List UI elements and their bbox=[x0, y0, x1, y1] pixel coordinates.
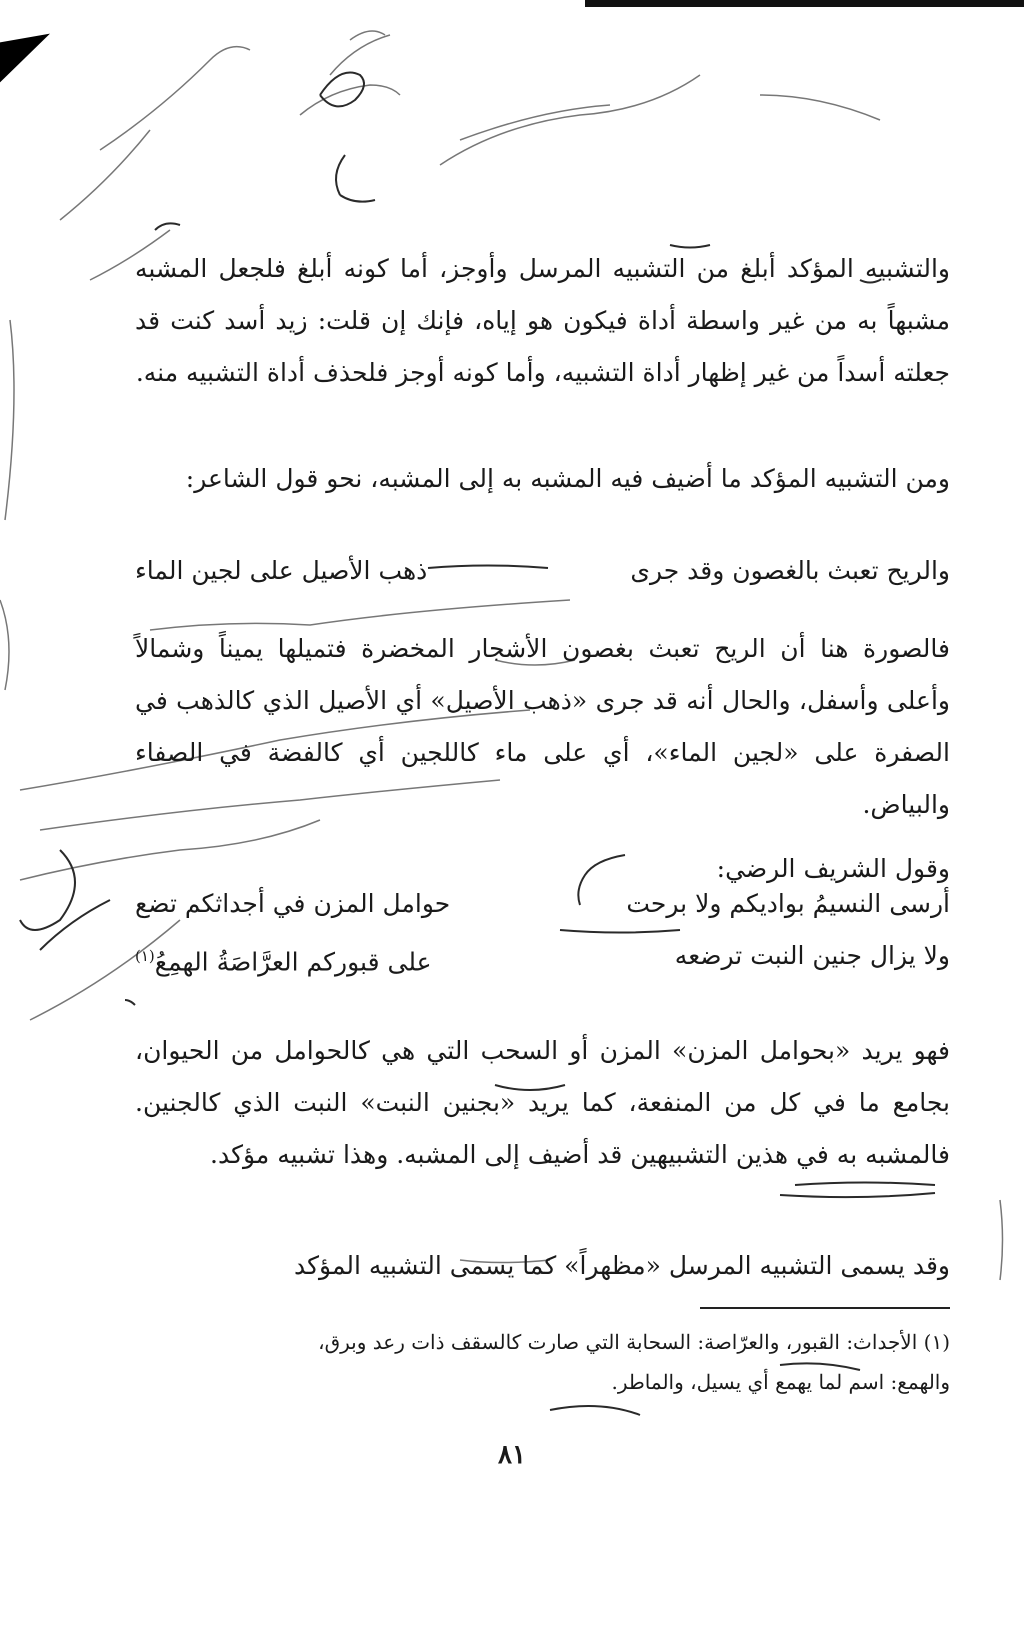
scribble-right-edge bbox=[1000, 1200, 1003, 1280]
verse1-second-hemistich: ذهب الأصيل على لجين الماء bbox=[135, 556, 428, 585]
paragraph-5: فهو يريد «بحوامل المزن» المزن أو السحب التي هي كالحوامل من الحيوان، بجامع ما في كل من المنفعة، كما يريد «بجنين النبت» النبت الذي كالجنين. فالمشبه به في هذين التشبيهين قد أضيف إلى المشبه. وهذا تشبيه مؤكد. bbox=[135, 1036, 950, 1169]
verse2-line-1 bbox=[135, 878, 950, 930]
scribble-left-edge bbox=[0, 320, 14, 690]
scribble-loop bbox=[320, 73, 364, 107]
footnote-line-2: والهمع: اسم لما يهمع أي يسيل، والماطر. bbox=[611, 1370, 950, 1394]
verse2-line-2 bbox=[135, 930, 950, 988]
paragraph-4: وقول الشريف الرضي: bbox=[716, 854, 950, 883]
underline-tashbih bbox=[780, 1183, 935, 1198]
verse2-line2-second: على قبوركم العرَّاصَةُ الهمِعُ bbox=[154, 947, 432, 977]
footnote-line-1: (١) الأجداث: القبور، والعرّاصة: السحابة التي صارت كالسقف ذات رعد وبرق، bbox=[318, 1330, 950, 1354]
verse2-line2-second-wrap bbox=[135, 930, 432, 988]
footnote bbox=[135, 1322, 950, 1402]
footnote-ref[interactable]: (١) bbox=[135, 947, 155, 965]
paragraph-1: والتشبيه المؤكد أبلغ من التشبيه المرسل وأوجز، أما كونه أبلغ فلجعل المشبه مشبهاً به من غير واسطة أداة فيكون هو إياه، فإنك إن قلت: زيد أسد كنت قد جعلته أسداً من غير إظهار أداة التشبيه، وأما كونه أوجز فلحذف أداة التشبيه منه. bbox=[135, 254, 950, 387]
footnote-divider bbox=[700, 1307, 950, 1309]
verse2-line1-second: حوامل المزن في أجداثكم تضع bbox=[135, 889, 451, 918]
verse2-line2-first: ولا يزال جنين النبت ترضعه bbox=[674, 941, 950, 970]
poetry-verse-2 bbox=[135, 878, 950, 988]
page-number: ٨١ bbox=[498, 1440, 526, 1470]
verse1-first-hemistich: والريح تعبث بالغصون وقد جرى bbox=[630, 556, 950, 585]
paragraph-3: فالصورة هنا أن الريح تعبث بغصون الأشجار المخضرة فتميلها يميناً وشمالاً وأعلى وأسفل، والحال أنه قد جرى «ذهب الأصيل» أي الأصيل الذي كالذهب في الصفرة على «لجين الماء»، أي على ماء كاللجين أي كالفضة في الصفاء والبياض. bbox=[135, 634, 950, 819]
paragraph-6: وقد يسمى التشبيه المرسل «مظهراً» كما يسمى التشبيه المؤكد bbox=[294, 1251, 950, 1280]
poetry-verse-1 bbox=[135, 545, 950, 597]
paragraph-2: ومن التشبيه المؤكد ما أضيف فيه المشبه به إلى المشبه، نحو قول الشاعر: bbox=[185, 464, 950, 493]
scribble-hook bbox=[336, 155, 375, 202]
scribble-heading bbox=[440, 75, 880, 165]
verse2-line1-first: أرسى النسيمُ بواديكم ولا برحت bbox=[626, 889, 950, 918]
scribble-left-marks bbox=[20, 850, 110, 950]
